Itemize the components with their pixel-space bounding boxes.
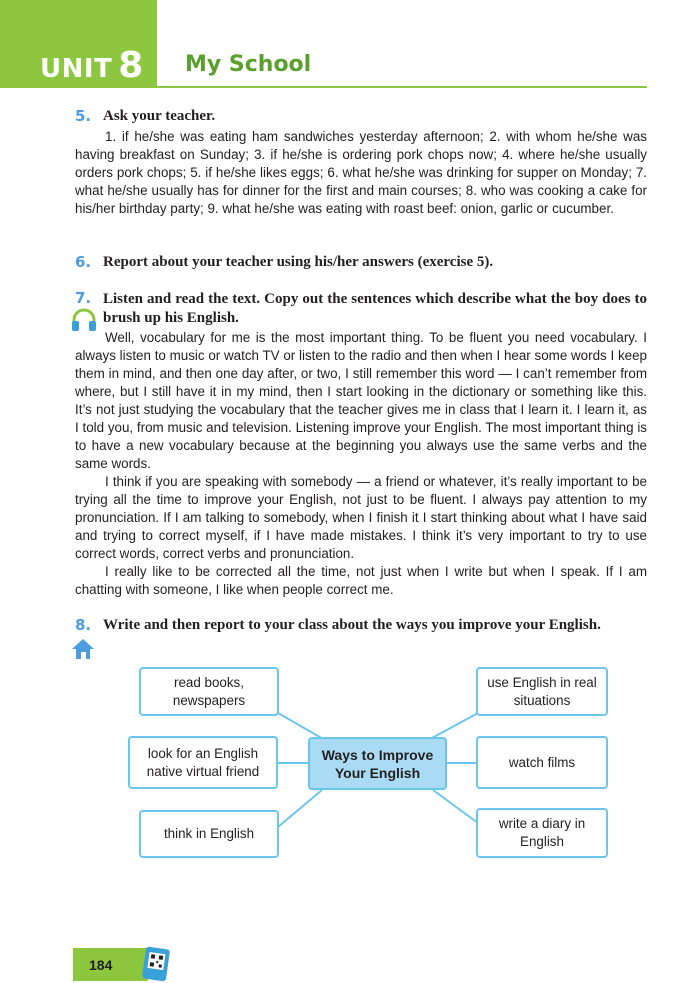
exercise-5-instruction: Ask your teacher.	[103, 108, 216, 124]
text-paragraph-2: I think if you are speaking with somebody — a friend or whatever, it’s really important to be trying all the time to improve your English, not just to be fluent. I always pay attention to my pronunciation. If I am talking to somebody, when I finish it I start thinking about what I have said and trying to correct myself, if I have made mistakes. I think it’s very important to try to use correct words, correct verbs and pronunciation.	[75, 474, 647, 561]
exercise-5-number: 5.	[75, 107, 92, 125]
exercise-7-number: 7.	[75, 289, 92, 307]
connector-line	[278, 713, 325, 740]
page-number: 184	[89, 957, 113, 973]
mindmap-node: think in English	[139, 810, 279, 858]
text-paragraph-3: I really like to be corrected all the time, not just when I write but when I speak. If I am chatting with someone, I like when people correct me.	[75, 564, 647, 597]
exercise-8-instruction: Write and then report to your class about the ways you improve your English.	[103, 617, 601, 633]
page-title: My School	[185, 52, 312, 77]
exercise-5-questions: 1. if he/she was eating ham sandwiches yesterday afternoon; 2. with whom he/she was having breakfast on Sunday; 3. if he/she is ordering pork chops now; 4. where he/she usually orders pork chops; 5. if he/she likes eggs; 6. what he/she was drinking for supper on Monday; 7. what he/she usually has for dinner for the first and main courses; 8. who was cooking a cake for his/her birthday party; 9. what he/she was eating with roast beef: onion, garlic or cucumber.	[75, 129, 647, 216]
connector-line	[278, 790, 322, 827]
unit-number: 8	[118, 45, 144, 86]
exercise-6-number: 6.	[75, 253, 92, 271]
mindmap-node: write a diary in English	[476, 808, 608, 858]
connector-line	[433, 790, 478, 823]
exercise-8-number: 8.	[75, 616, 92, 634]
exercise-6-instruction: Report about your teacher using his/her answers (exercise 5).	[103, 254, 494, 270]
mindmap-center: Ways to Improve Your English	[308, 737, 447, 790]
mindmap-node: watch films	[476, 736, 608, 789]
exercise-7-instruction: Listen and read the text. Copy out the sentences which describe what the boy does to brush up his English.	[103, 291, 647, 326]
connector-line	[432, 713, 478, 738]
text-paragraph-1: Well, vocabulary for me is the most important thing. To be fluent you need vocabulary. I always listen to music or watch TV or listen to the radio and then when I hear some words I keep them in mind, and then one day after, or two, I still remember this word — I can’t remember from where, but I still have it in my mind, then I start looking in the dictionary or something like this. It’s not just studying the vocabulary that the teacher gives me in class that I learn it. I learn it, as I told you, from music and television. Listening improve your English. The most important thing is to have a new vocabulary because at the beginning you always use the same verbs and the same words.	[75, 330, 647, 471]
mindmap-node: look for an English native virtual friend	[128, 736, 278, 789]
unit-word: UNIT	[40, 54, 113, 84]
mindmap-node: use English in real situations	[476, 667, 608, 716]
mindmap-node: read books, newspapers	[139, 667, 279, 716]
qr-code-icon	[142, 946, 170, 982]
